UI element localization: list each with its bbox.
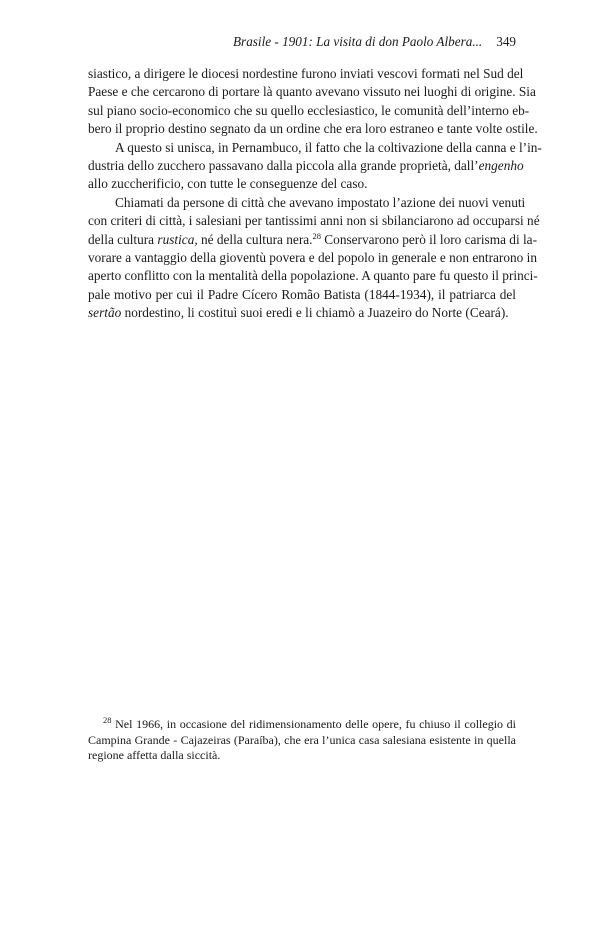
text-segment: dustria dello zucchero passavano dalla piccola alla grande proprietà, dall’ xyxy=(88,158,479,174)
footnote-line: regione affetta dalla siccità. xyxy=(88,748,221,763)
text-line: pale motivo per cui il Padre Cícero Romão Batista (1844-1934), il patriarca del xyxy=(88,286,516,302)
text-line xyxy=(88,230,537,249)
text-segment: né della cultura nera. xyxy=(197,231,313,247)
text-segment: nordestino, li costituì suoi eredi e li chiamò a Juazeiro do Norte (Ceará). xyxy=(121,305,509,321)
text-segment: Conservarono però il loro carisma di la- xyxy=(320,231,537,247)
text-line: aperto conflitto con la mentalità della popolazione. A quanto pare fu questo il princi- xyxy=(88,268,538,284)
text-line: allo zuccherificio, con tutte le conseguenze del caso. xyxy=(88,176,368,192)
paragraph-3 xyxy=(88,194,540,323)
running-head xyxy=(88,34,516,50)
text-line: sul piano socio-economico che su quello ecclesiastico, le comunità dell’interno eb- xyxy=(88,102,530,118)
paragraph-2 xyxy=(88,139,542,194)
text-segment: della cultura xyxy=(88,231,158,247)
italic-term: sertão xyxy=(88,305,122,321)
footnote-marker: 28 xyxy=(103,715,112,725)
footnote-reference: 28 xyxy=(312,230,321,241)
footnote-line: Campina Grande - Cajazeiras (Paraíba), che era l’unica casa salesiana esistente in quella xyxy=(88,732,516,747)
text-line: bero il proprio destino segnato da un ordine che era loro estraneo e tante volte ostile. xyxy=(88,121,538,137)
text-line xyxy=(88,157,524,175)
footnote-line xyxy=(88,717,516,733)
text-line: con criteri di città, i salesiani per tantissimi anni non si sbilanciarono ad occuparsi né xyxy=(88,213,540,229)
italic-term: engenho xyxy=(478,158,524,174)
text-line: vorare a vantaggio della gioventù povera e del popolo in generale e non entrarono in xyxy=(88,250,537,266)
body-text xyxy=(88,65,542,323)
text-line: siastico, a dirigere le diocesi nordestine furono inviati vescovi formati nel Sud del xyxy=(88,66,524,81)
text-line: A questo si unisca, in Pernambuco, il fatto che la coltivazione della canna e l’in- xyxy=(115,139,542,155)
text-line: Paese e che cercarono di portare là quanto avevano vissuto nei luoghi di origine. Sia xyxy=(88,84,536,100)
footnote xyxy=(88,717,516,764)
paragraph-1 xyxy=(88,65,538,139)
page-number: 349 xyxy=(496,34,516,49)
text-line: Chiamati da persone di città che avevano impostato l’azione dei nuovi venuti xyxy=(115,194,526,210)
text-segment: Nel 1966, in occasione del ridimensionamento delle opere, fu chiuso il collegio di xyxy=(111,717,516,731)
running-head-title: Brasile - 1901: La visita di don Paolo Albera... xyxy=(233,34,483,49)
italic-term: rustica, xyxy=(157,231,198,247)
text-line xyxy=(88,304,516,322)
